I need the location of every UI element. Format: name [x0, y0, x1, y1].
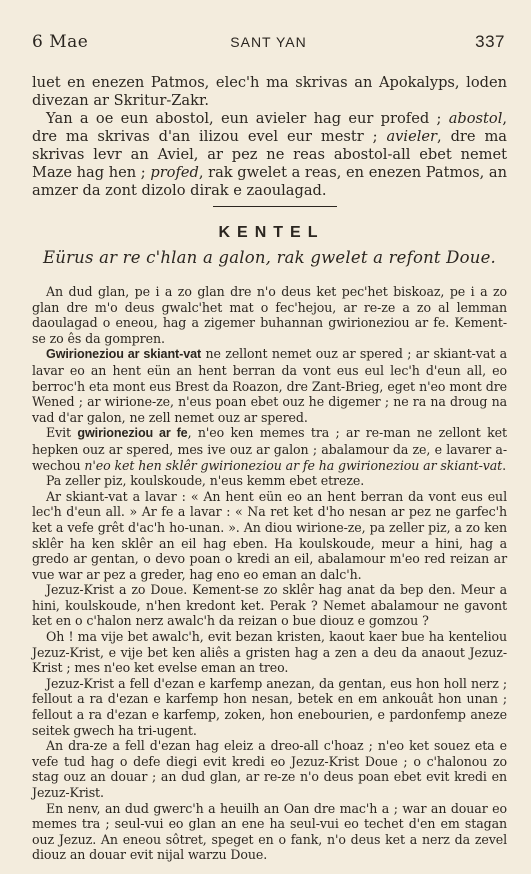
intro-p2-abostol: abostol — [448, 110, 503, 127]
intro-p2-profed: profed — [150, 164, 199, 181]
section-divider — [213, 206, 337, 207]
lesson-p3-italic: n'eo ket hen sklêr gwirioneziou ar fe ha gwirioneziou ar skiant-vat — [84, 457, 503, 473]
intro-p2-part-c: , dre ma skrivas levr an Aviel, ar pez ne reas abostol-all ebet nemet Maze hag hen ; — [32, 128, 507, 181]
lesson-paragraph-10: En nenv, an dud gwerc'h a heuilh an Oan dre mac'h a ; war an douar eo memes tra ; seul-vui eo glan an ene ha seul-vui eo techet d'en em stagan ouz Jezuz. An eneou sôtret, speget en o fank, n'o deus ket a nerz da zevel diouz an douar evit nijal warzu Doue. — [32, 800, 507, 863]
lesson-paragraph-7: Oh ! ma vije bet awalc'h, evit bezan kristen, kaout kaer bue ha kenteliou Jezuz-Krist, e vije bet ken aliês a gristen hag a zen a deu da anaout Jezuz-Krist ; mes n'eo ket evelse eman an treo. — [32, 629, 507, 676]
lesson-paragraph-1: An dud glan, pe i a zo glan dre n'o deus ket pec'het biskoaz, pe i a zo glan dre m'o deus gwalc'het mat o fec'hejou, ar re-ze a zo al lemman daoulagad o eneou, hag a zigemer buhannan gwirioneziou ar fe. Kement-se zo ês da gompren. — [32, 284, 507, 346]
intro-paragraph-1: luet en enezen Patmos, elec'h ma skrivas an Apokalyps, loden divezan ar Skritur-Zakr. — [32, 74, 507, 109]
lesson-p3-part-c: . — [502, 457, 507, 473]
intro-p2-avieler: avieler — [386, 128, 438, 145]
page-number: 337 — [475, 32, 505, 51]
lesson-paragraph-5: Ar skiant-vat a lavar : « An hent eün eo an hent berran da vont eus eul lec'h d'eun all. » Ar fe a lavar : « Na ret ket d'ho nesan ar pez ne garfec'h ket a vefe grêt d'ac'h ho-unan. ». An diou wirione-ze, pa zeller piz, a zo ken sklêr ha ken sklêr an eil hag eben. Ha koulskoude, meur a hini, hag a gredo ar gentan, o devo poan o kredi an eil, abalamour m'eo red reizan ar vue war ar pez a greder, hag eno eo eman an dalc'h. — [32, 488, 507, 582]
lesson-paragraph-6: Jezuz-Krist a zo Doue. Kement-se zo sklêr hag anat da bep den. Meur a hini, koulskoude, n'hen kredont ket. Perak ? Nemet abalamour ne gavont ket en o c'halon nerz awalc'h da reizan o bue diouz e gomzou ? — [32, 582, 507, 629]
lesson-paragraph-4: Pa zeller piz, koulskoude, n'eus kemm ebet etreze. — [46, 473, 365, 489]
intro-p2-part-a: Yan a oe eun abostol, eun avieler hag eur profed ; — [46, 110, 449, 127]
lesson-p3-part-b: , n'eo ken memes tra ; ar re-man ne zellont ket hepken ouz ar spered, mes ive ouz ar galon ; abalamour da ze, e lavarer a-wechou — [32, 425, 507, 473]
intro-p2-part-d: , rak gwelet a reas, en enezen Patmos, an amzer da zont dizolo dirak e zaoulagad. — [32, 164, 507, 199]
lesson-paragraph-9: An dra-ze a fell d'ezan hag eleiz a dreo-all c'hoaz ; n'eo ket souez eta e vefe tud hag o defe diegi evit kredi eo Jezuz-Krist Doue ; o c'halonou zo stag ouz an douar ; an dud glan, ar re-ze n'o deus poan ebet evit kredi en Jezuz-Krist. — [32, 738, 507, 800]
running-header — [32, 32, 505, 52]
lesson-paragraph-2 — [32, 346, 507, 425]
header-title: SANT YAN — [230, 34, 307, 50]
intro-paragraph-2 — [32, 110, 507, 200]
lesson-paragraph-8: Jezuz-Krist a fell d'ezan e karfemp anezan, da gentan, eus hon holl nerz ; fellout a ra d'ezan e karfemp hon nesan, betek en em ankouât hon unan ; fellout a ra d'ezan e karfemp, zoken, hon enebourien, e pardonfemp aneze seitek gwech ha tri-ugent. — [32, 675, 507, 738]
lesson-p3-part-a: Evit — [46, 425, 78, 441]
header-date: 6 Mae — [32, 32, 89, 52]
lesson-p3-lead: gwirioneziou ar fe — [77, 426, 188, 441]
lesson-p2-rest: ne zellont nemet ouz ar spered ; ar skiant-vat a lavar eo an hent eün an hent berran da vont eus eul lec'h d'eun all, eo berroc'h eta mont eus Brest da Roazon, dre Zant-Brieg, eget n'eo mont dre Wened ; ar wirione-ze, n'eus poan ebet ouz he digemer ; ne ra na droug na vad d'ar galon, ne zell nemet ouz ar spered. — [32, 346, 507, 425]
section-subtitle: Eürus ar re c'hlan a galon, rak gwelet a refont Doue. — [43, 248, 496, 267]
section-heading: KENTEL — [218, 224, 325, 241]
intro-p2-part-b: , dre ma skrivas d'an ilizou evel eur mestr ; — [32, 110, 507, 145]
lesson-paragraph-3 — [32, 425, 507, 473]
lesson-p2-lead: Gwirioneziou ar skiant-vat — [46, 347, 202, 362]
intro-text — [32, 74, 507, 200]
lesson-text — [32, 284, 507, 863]
